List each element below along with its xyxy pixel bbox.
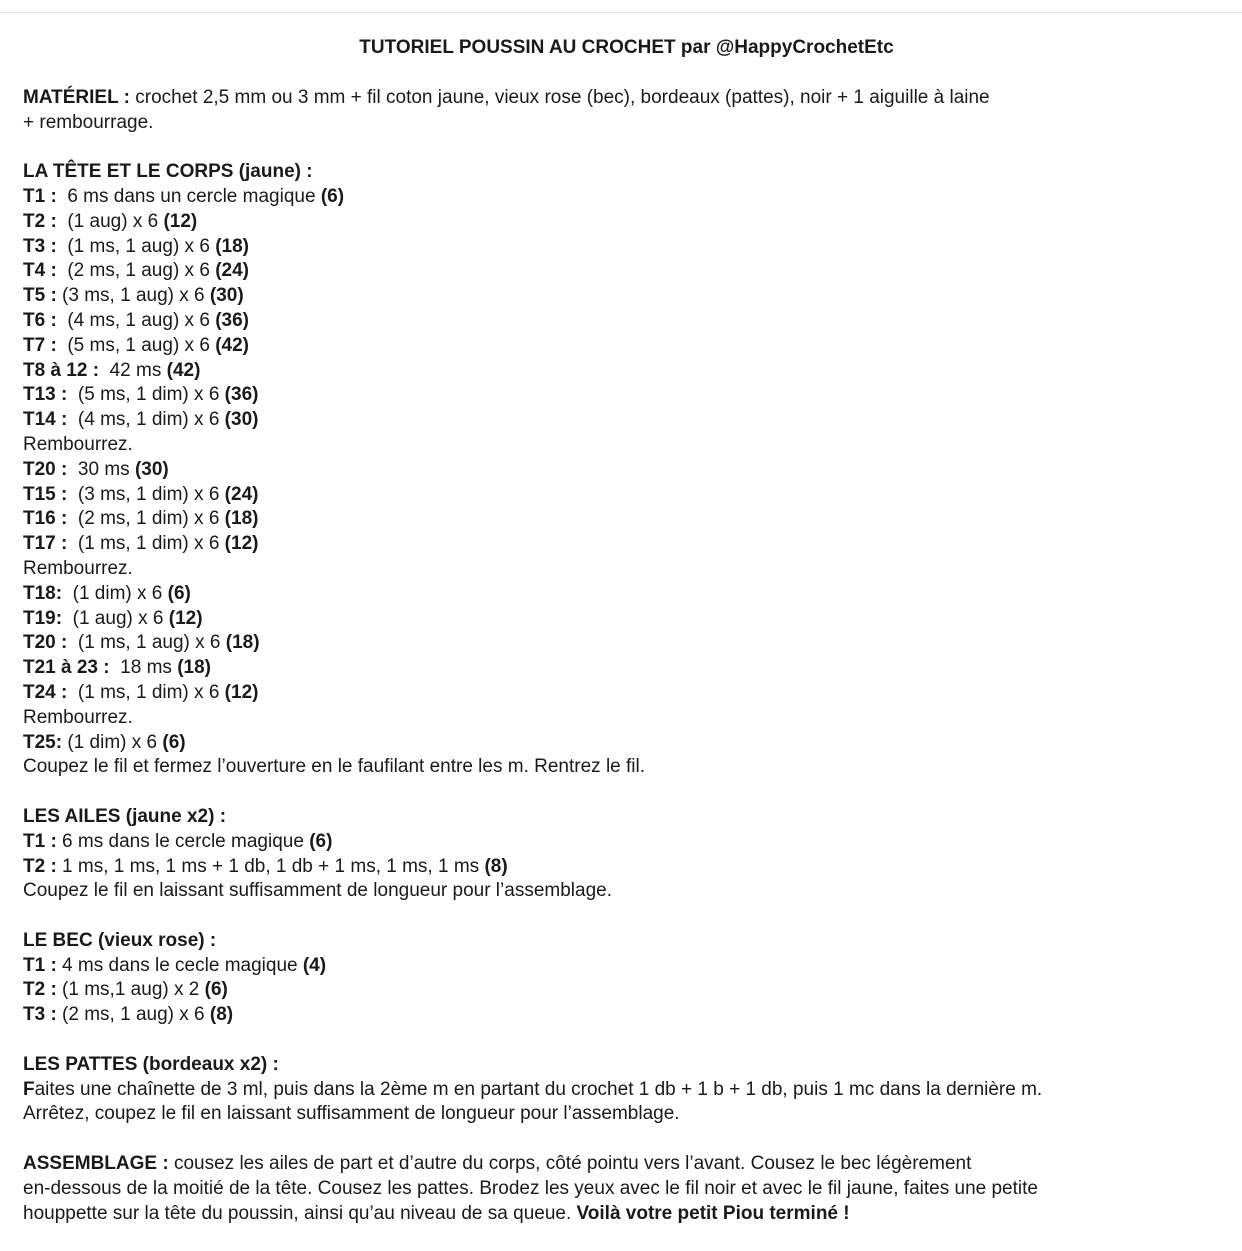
- materiel-text-cont: + rembourrage.: [23, 111, 154, 133]
- assemblage-label: ASSEMBLAGE :: [23, 1153, 169, 1175]
- round-label: T2 :: [23, 855, 57, 877]
- instruction-row: [23, 879, 1218, 904]
- ailes-heading: LES AILES (jaune x2) :: [23, 805, 227, 827]
- tete-section: [23, 160, 1218, 780]
- round-instruction: (2 ms, 1 dim) x 6: [67, 508, 225, 530]
- round-instruction: (1 aug) x 6: [62, 607, 169, 629]
- stitch-count: (18): [225, 632, 260, 654]
- round-instruction: 18 ms: [109, 657, 178, 679]
- assemblage-text-2: en-dessous de la moitié de la tête. Cousez les pattes. Brodez les yeux avec le fil noir et avec le fil jaune, faites une petite: [23, 1177, 1038, 1199]
- materiel-section: [23, 86, 1218, 136]
- round-instruction: 30 ms: [67, 458, 135, 480]
- stitch-count: (8): [209, 1004, 234, 1026]
- round-label: T1 :: [23, 954, 57, 976]
- instruction-row: [23, 210, 1218, 235]
- instruction-row: [23, 582, 1218, 607]
- round-instruction: 1 ms, 1 ms, 1 ms + 1 db, 1 db + 1 ms, 1 ms, 1 ms: [56, 855, 485, 877]
- instruction-row: [23, 755, 1218, 780]
- round-instruction: (5 ms, 1 aug) x 6: [56, 334, 216, 356]
- instruction-row: [23, 557, 1218, 582]
- round-instruction: (1 dim) x 6: [62, 582, 168, 604]
- round-instruction: 4 ms dans le cecle magique: [56, 954, 303, 976]
- round-instruction: 6 ms dans un cercle magique: [56, 185, 321, 207]
- instruction-row: [23, 383, 1218, 408]
- instruction-row: [23, 259, 1218, 284]
- stitch-count: (6): [167, 582, 191, 604]
- pattes-heading: LES PATTES (bordeaux x2) :: [23, 1053, 279, 1075]
- round-instruction: (1 ms, 1 dim) x 6: [67, 681, 225, 703]
- materiel-text: crochet 2,5 mm ou 3 mm + fil coton jaune, vieux rose (bec), bordeaux (pattes), noir + 1 aiguille à laine: [129, 86, 990, 108]
- instruction-row: [23, 830, 1218, 855]
- round-instruction: (2 ms, 1 aug) x 6: [56, 260, 216, 282]
- round-label: T13 :: [23, 384, 68, 406]
- stitch-count: (12): [224, 681, 259, 703]
- round-instruction: (4 ms, 1 aug) x 6: [56, 309, 216, 331]
- instruction-row: [23, 978, 1218, 1003]
- round-label: T16 :: [23, 508, 68, 530]
- instruction-row: [23, 483, 1218, 508]
- round-label: T1 :: [23, 830, 57, 852]
- instruction-row: [23, 656, 1218, 681]
- round-instruction: (1 ms,1 aug) x 2: [56, 979, 205, 1001]
- round-label: T24 :: [23, 681, 68, 703]
- round-label: T3 :: [23, 235, 57, 257]
- bec-section: [23, 929, 1218, 1028]
- instruction-row: [23, 731, 1218, 756]
- stitch-count: (42): [215, 334, 249, 356]
- tete-rows: [23, 185, 1218, 780]
- round-label: T14 :: [23, 409, 68, 431]
- round-instruction: (5 ms, 1 dim) x 6: [67, 384, 225, 406]
- stitch-count: (8): [484, 855, 508, 877]
- stitch-count: (4): [302, 954, 327, 976]
- round-label: T21 à 23 :: [23, 657, 110, 679]
- instruction-row: [23, 507, 1218, 532]
- round-instruction: Rembourrez.: [23, 706, 133, 728]
- round-instruction: (1 ms, 1 aug) x 6: [67, 632, 226, 654]
- round-label: T7 :: [23, 334, 57, 356]
- round-instruction: Coupez le fil en laissant suffisamment de longueur pour l’assemblage.: [23, 880, 612, 902]
- assemblage-text-3: houppette sur la tête du poussin, ainsi qu’au niveau de sa queue.: [23, 1202, 577, 1224]
- pattes-text: aites une chaînette de 3 ml, puis dans la 2ème m en partant du crochet 1 db + 1 b + 1 db, puis 1 mc dans la dernière m.: [34, 1078, 1043, 1100]
- document-body: [23, 36, 1218, 1251]
- stitch-count: (30): [134, 458, 169, 480]
- instruction-row: [23, 681, 1218, 706]
- instruction-row: [23, 284, 1218, 309]
- round-label: T6 :: [23, 309, 57, 331]
- instruction-row: [23, 855, 1218, 880]
- pattes-initial: F: [23, 1078, 35, 1100]
- stitch-count: (6): [204, 979, 228, 1001]
- assemblage-text-1: cousez les ailes de part et d’autre du corps, côté pointu vers l’avant. Cousez le bec légèrement: [168, 1153, 972, 1175]
- instruction-row: [23, 631, 1218, 656]
- round-label: T15 :: [23, 483, 68, 505]
- tete-heading: LA TÊTE ET LE CORPS (jaune) :: [23, 161, 313, 183]
- round-label: T20 :: [23, 458, 68, 480]
- bec-heading: LE BEC (vieux rose) :: [23, 929, 217, 951]
- stitch-count: (12): [224, 533, 259, 555]
- stitch-count: (36): [215, 309, 249, 331]
- round-instruction: (1 ms, 1 aug) x 6: [56, 235, 216, 257]
- instruction-row: [23, 185, 1218, 210]
- stitch-count: (42): [166, 359, 201, 381]
- round-instruction: 42 ms: [99, 359, 167, 381]
- stitch-count: (6): [162, 731, 186, 753]
- stitch-count: (24): [215, 260, 249, 282]
- round-label: T20 :: [23, 632, 68, 654]
- instruction-row: [23, 954, 1218, 979]
- round-instruction: Rembourrez.: [23, 433, 133, 455]
- ailes-section: [23, 805, 1218, 904]
- instruction-row: [23, 458, 1218, 483]
- assemblage-closing: Voilà votre petit Piou terminé !: [576, 1202, 850, 1224]
- instruction-row: [23, 532, 1218, 557]
- instruction-row: [23, 607, 1218, 632]
- round-label: T17 :: [23, 533, 68, 555]
- instruction-row: [23, 408, 1218, 433]
- round-label: T2 :: [23, 210, 57, 232]
- round-label: T2 :: [23, 979, 57, 1001]
- instruction-row: [23, 309, 1218, 334]
- round-instruction: (4 ms, 1 dim) x 6: [67, 409, 225, 431]
- round-instruction: (1 dim) x 6: [62, 731, 163, 753]
- stitch-count: (30): [209, 285, 244, 307]
- round-instruction: (2 ms, 1 aug) x 6: [56, 1004, 210, 1026]
- round-instruction: (1 aug) x 6: [56, 210, 164, 232]
- round-instruction: (1 ms, 1 dim) x 6: [67, 533, 225, 555]
- page-title: TUTORIEL POUSSIN AU CROCHET par @HappyCrochetEtc: [359, 37, 894, 58]
- round-instruction: (3 ms, 1 dim) x 6: [67, 483, 225, 505]
- round-label: T18:: [23, 582, 63, 604]
- stitch-count: (6): [320, 185, 345, 207]
- round-label: T4 :: [23, 260, 57, 282]
- round-label: T3 :: [23, 1004, 57, 1026]
- instruction-row: [23, 334, 1218, 359]
- instruction-row: [23, 235, 1218, 260]
- round-instruction: (3 ms, 1 aug) x 6: [56, 285, 210, 307]
- instruction-row: [23, 706, 1218, 731]
- top-divider: [0, 12, 1242, 13]
- stitch-count: (18): [224, 508, 259, 530]
- stitch-count: (30): [224, 409, 259, 431]
- stitch-count: (12): [168, 607, 203, 629]
- pattes-section: [23, 1053, 1218, 1127]
- instruction-row: [23, 433, 1218, 458]
- ailes-rows: [23, 830, 1218, 904]
- bec-rows: [23, 954, 1218, 1028]
- stitch-count: (24): [224, 483, 259, 505]
- stitch-count: (12): [163, 210, 198, 232]
- stitch-count: (6): [309, 830, 333, 852]
- instruction-row: [23, 1003, 1218, 1028]
- round-instruction: 6 ms dans le cercle magique: [56, 830, 310, 852]
- assemblage-section: [23, 1152, 1218, 1226]
- round-label: T5 :: [23, 285, 57, 307]
- round-instruction: Rembourrez.: [23, 557, 133, 579]
- stitch-count: (36): [224, 384, 259, 406]
- stitch-count: (18): [215, 235, 249, 257]
- round-label: T19:: [23, 607, 63, 629]
- round-label: T25:: [23, 731, 63, 753]
- round-label: T1 :: [23, 185, 57, 207]
- materiel-label: MATÉRIEL :: [23, 86, 130, 108]
- round-label: T8 à 12 :: [23, 359, 100, 381]
- pattes-text-cont: Arrêtez, coupez le fil en laissant suffisamment de longueur pour l’assemblage.: [23, 1103, 680, 1125]
- instruction-row: [23, 359, 1218, 384]
- round-instruction: Coupez le fil et fermez l’ouverture en le faufilant entre les m. Rentrez le fil.: [23, 756, 646, 778]
- stitch-count: (18): [177, 657, 211, 679]
